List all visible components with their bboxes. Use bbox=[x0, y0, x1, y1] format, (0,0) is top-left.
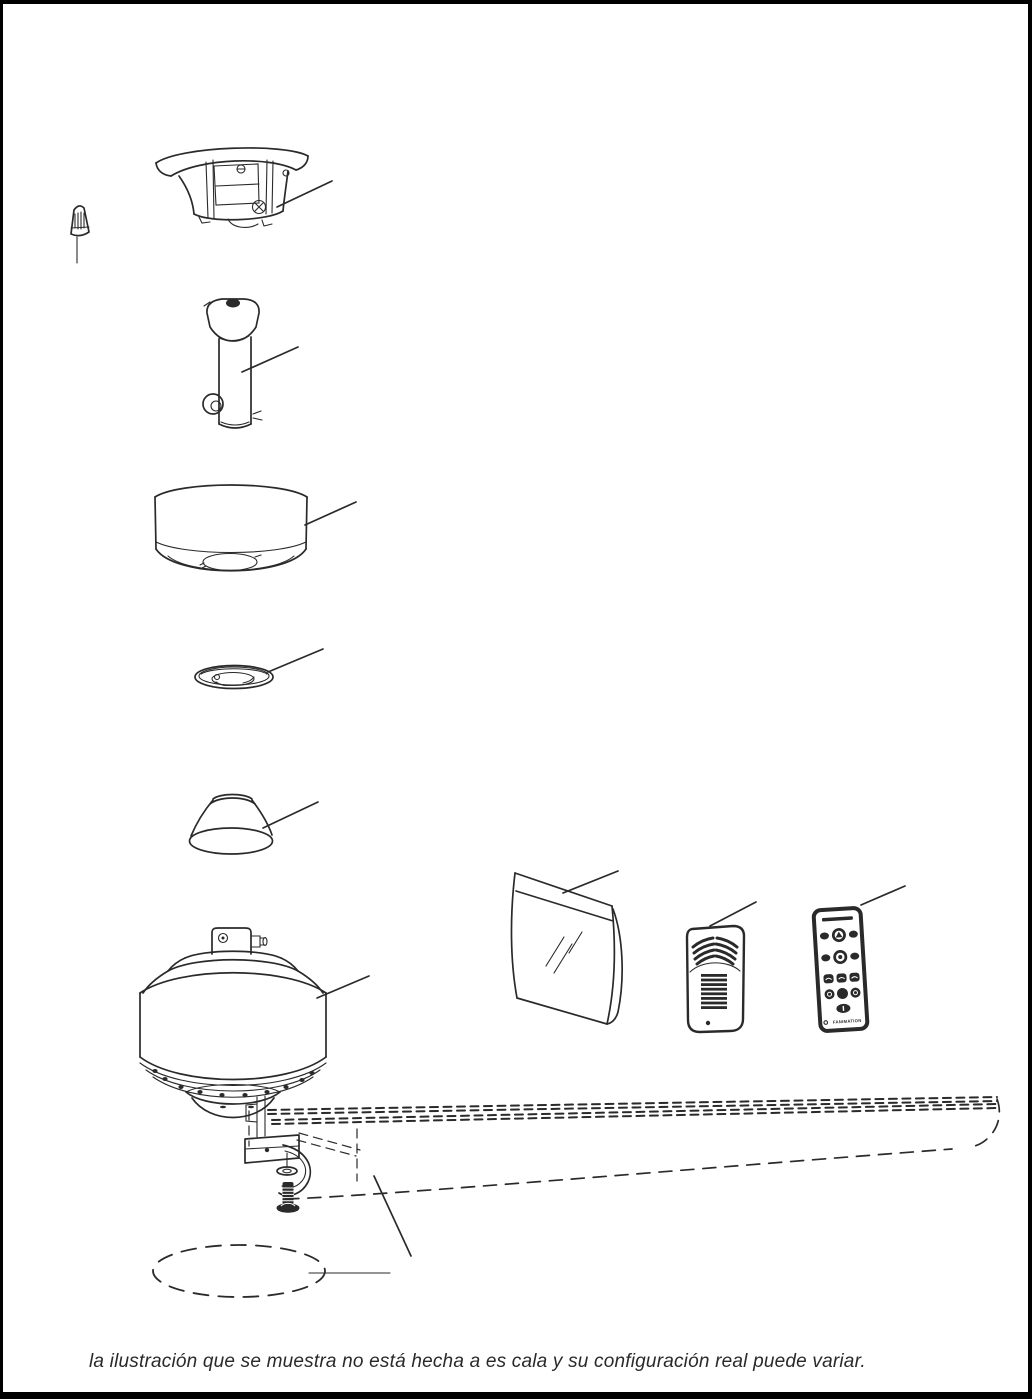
remote-function-buttons bbox=[824, 987, 861, 1000]
leader-motor-assembly bbox=[317, 976, 369, 998]
leader-trim-ring bbox=[268, 649, 323, 672]
remote-light-button-cluster bbox=[821, 949, 860, 965]
caption-text: la ilustración que se muestra no está hecha a es cala y su configuración real puede variar. bbox=[89, 1351, 866, 1372]
trim-ring-illustration bbox=[195, 649, 323, 689]
remote-power-button bbox=[836, 1004, 851, 1014]
remote-brand-text: FANIMATION bbox=[832, 1017, 862, 1025]
motor-assembly-illustration bbox=[140, 928, 369, 1118]
leader-glass-panel bbox=[563, 871, 618, 893]
fan-blade-illustration bbox=[249, 1097, 999, 1256]
glass-panel-illustration bbox=[511, 871, 622, 1024]
canopy-illustration bbox=[155, 485, 356, 571]
remote-control-illustration bbox=[813, 886, 905, 1031]
brand-logo-icon bbox=[824, 1021, 828, 1025]
blade-screw-illustration bbox=[277, 1182, 300, 1213]
leader-remote-control bbox=[861, 886, 905, 905]
light-cover-illustration bbox=[153, 1245, 390, 1297]
remote-ir-window bbox=[822, 916, 853, 921]
remote-fan-button-cluster bbox=[820, 927, 859, 943]
leader-coupling-cover bbox=[263, 802, 318, 828]
downrod-illustration bbox=[203, 299, 298, 429]
leader-fan-blade bbox=[374, 1176, 411, 1256]
wire-nut-illustration bbox=[71, 206, 89, 263]
leader-receiver bbox=[710, 902, 756, 926]
receiver-illustration bbox=[687, 902, 756, 1032]
coupling-cover-illustration bbox=[190, 795, 319, 855]
remote-speed-buttons bbox=[823, 972, 859, 983]
leader-canopy bbox=[305, 502, 356, 525]
mounting-bracket-illustration bbox=[156, 148, 332, 227]
